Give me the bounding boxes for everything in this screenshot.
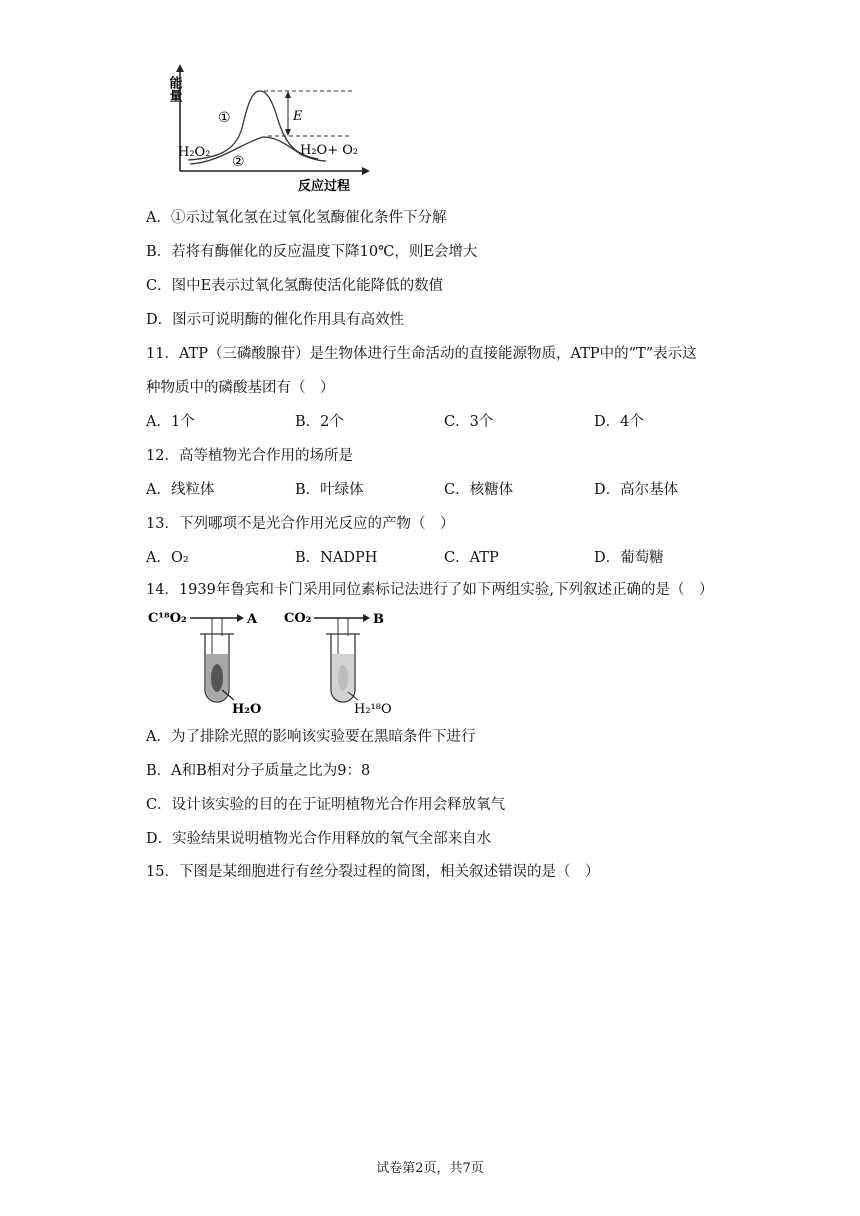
page-footer: 试卷第2页，共7页 <box>376 1161 484 1176</box>
e-label: E <box>293 109 303 124</box>
q13-stem: 13．下列哪项不是光合作用光反应的产物（ ） <box>146 516 455 532</box>
q12-option-b: B．叶绿体 <box>295 482 364 498</box>
q13-option-b: B．NADPH <box>295 550 378 566</box>
curve-1-mark: ① <box>218 110 231 126</box>
right-output-label: B <box>373 612 384 627</box>
left-output-label: A <box>247 612 258 627</box>
q11-option-d: D．4个 <box>594 414 644 430</box>
q14-option-b: B．A和B相对分子质量之比为9：8 <box>146 763 371 779</box>
q11-stem-line2: 种物质中的磷酸基团有（ ） <box>146 380 335 396</box>
right-plant <box>338 665 348 691</box>
q10-option-a: A．①示过氧化氢在过氧化氢酶催化条件下分解 <box>146 210 447 226</box>
q14-stem: 14．1939年鲁宾和卡门采用同位素标记法进行了如下两组实验,下列叙述正确的是（ ） <box>146 582 714 598</box>
q15-stem: 15．下图是某细胞进行有丝分裂过程的简图，相关叙述错误的是（ ） <box>146 864 600 880</box>
q11-option-a: A．1个 <box>146 414 195 430</box>
q10-option-d: D．图示可说明酶的催化作用具有高效性 <box>146 312 405 328</box>
q10-option-c: C．图中E表示过氧化氢酶使活化能降低的数值 <box>146 278 444 294</box>
q13-option-c: C．ATP <box>444 550 499 566</box>
q14-option-d: D．实验结果说明植物光合作用释放的氧气全部来自水 <box>146 831 492 847</box>
left-plant <box>211 664 223 692</box>
product-label: H₂O+ O₂ <box>300 143 359 158</box>
q12-option-a: A．线粒体 <box>146 482 215 498</box>
left-gas-label: C¹⁸O₂ <box>148 611 187 626</box>
isotope-experiment-diagram <box>148 606 418 716</box>
left-water-label: H₂O <box>232 702 262 716</box>
q14-option-c: C．设计该实验的目的在于证明植物光合作用会释放氧气 <box>146 797 506 813</box>
q11-option-b: B．2个 <box>295 414 344 430</box>
q14-option-a: A．为了排除光照的影响该实验要在黑暗条件下进行 <box>146 729 476 745</box>
left-arrow-head <box>237 614 244 622</box>
q13-option-d: D．葡萄糖 <box>594 550 664 566</box>
x-axis-label: 反应过程 <box>298 179 351 194</box>
q13-option-a: A．O₂ <box>146 550 189 566</box>
reactant-label: H₂O₂ <box>178 145 211 160</box>
e-arrow-bottom <box>285 129 291 136</box>
q11-option-c: C．3个 <box>444 414 494 430</box>
q12-stem: 12．高等植物光合作用的场所是 <box>146 448 353 464</box>
right-gas-label: CO₂ <box>284 611 312 626</box>
y-axis-label: 能量 <box>166 76 182 102</box>
curve-2-mark: ② <box>232 154 245 170</box>
e-arrow-top <box>285 91 291 98</box>
right-water-label: H₂¹⁸O <box>354 702 392 716</box>
energy-diagram <box>160 58 380 198</box>
right-arrow-head <box>363 614 370 622</box>
q11-stem-line1: 11．ATP（三磷酸腺苷）是生物体进行生命活动的直接能源物质，ATP中的“T”表示这 <box>146 346 697 362</box>
q10-option-b: B．若将有酶催化的反应温度下降10℃，则E会增大 <box>146 244 478 260</box>
y-axis-arrow <box>176 64 184 72</box>
q12-option-c: C．核糖体 <box>444 482 514 498</box>
x-axis-arrow <box>362 167 370 175</box>
q12-option-d: D．高尔基体 <box>594 482 679 498</box>
